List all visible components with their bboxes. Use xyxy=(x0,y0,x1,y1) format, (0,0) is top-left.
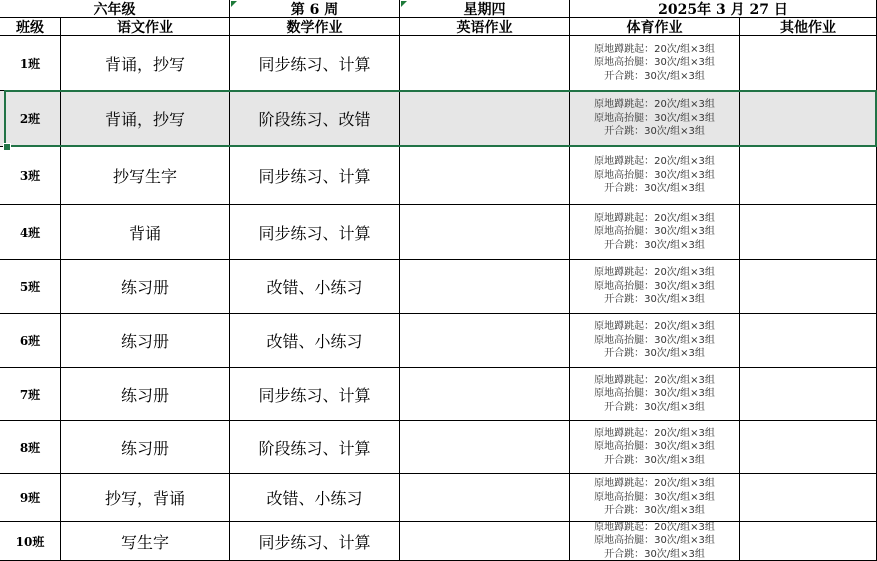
pe-homework-line: 原地高抬腿：30次/组×3组 xyxy=(594,334,715,346)
class-cell[interactable] xyxy=(0,314,61,368)
chinese-homework-cell[interactable] xyxy=(61,260,230,314)
pe-homework-line: 原地蹲跳起：20次/组×3组 xyxy=(594,321,715,333)
class-label: 3班 xyxy=(19,169,41,183)
math-homework-cell[interactable] xyxy=(230,368,400,421)
pe-homework-cell[interactable] xyxy=(570,421,740,474)
column-header-label: 其他作业 xyxy=(780,19,836,36)
other-homework-cell[interactable] xyxy=(740,522,877,561)
math-homework: 改错、小练习 xyxy=(266,332,363,351)
english-homework-cell[interactable] xyxy=(400,260,570,314)
math-homework-cell[interactable] xyxy=(230,421,400,474)
pe-homework-line: 原地蹲跳起：20次/组×3组 xyxy=(594,99,715,111)
column-header-english[interactable] xyxy=(400,18,570,36)
class-label: 9班 xyxy=(19,491,41,505)
pe-homework-line: 原地高抬腿：30次/组×3组 xyxy=(594,57,715,69)
pe-homework-line: 原地高抬腿：30次/组×3组 xyxy=(594,112,715,124)
math-homework-cell[interactable] xyxy=(230,147,400,205)
class-label: 5班 xyxy=(19,280,41,294)
column-header-label: 体育作业 xyxy=(626,19,683,36)
pe-homework-cell[interactable] xyxy=(570,314,740,368)
class-cell[interactable] xyxy=(0,91,61,147)
class-label: 2班 xyxy=(19,112,41,126)
class-cell[interactable] xyxy=(0,205,61,260)
pe-homework-line: 开合跳：30次/组×3组 xyxy=(604,348,705,360)
english-homework-cell[interactable] xyxy=(400,147,570,205)
pe-homework-cell[interactable] xyxy=(570,368,740,421)
column-header-label: 语文作业 xyxy=(117,19,173,36)
pe-homework-line: 开合跳：30次/组×3组 xyxy=(604,454,705,466)
other-homework-cell[interactable] xyxy=(740,421,877,474)
pe-homework-line: 原地蹲跳起：20次/组×3组 xyxy=(594,478,715,490)
chinese-homework-cell[interactable] xyxy=(61,147,230,205)
column-header-other[interactable] xyxy=(740,18,877,36)
pe-homework-cell[interactable] xyxy=(570,474,740,522)
pe-homework-line: 原地蹲跳起：20次/组×3组 xyxy=(594,427,715,439)
header-weekday: 星期四 xyxy=(463,1,506,18)
header-grade-cell[interactable] xyxy=(0,0,230,18)
class-cell[interactable] xyxy=(0,147,61,205)
chinese-homework: 写生字 xyxy=(120,532,169,552)
pe-homework-line: 开合跳：30次/组×3组 xyxy=(604,126,705,138)
pe-homework-line: 原地蹲跳起：20次/组×3组 xyxy=(594,522,715,533)
pe-homework-line: 原地蹲跳起：20次/组×3组 xyxy=(594,374,715,386)
pe-homework-line: 开合跳：30次/组×3组 xyxy=(604,294,705,306)
class-label: 6班 xyxy=(19,334,41,348)
english-homework-cell[interactable] xyxy=(400,522,570,561)
column-header-pe[interactable] xyxy=(570,18,740,36)
pe-homework-cell[interactable] xyxy=(570,147,740,205)
chinese-homework: 练习册 xyxy=(120,438,169,458)
math-homework: 阶段练习、计算 xyxy=(258,438,371,458)
chinese-homework: 抄写生字 xyxy=(112,167,177,186)
pe-homework-line: 原地高抬腿：30次/组×3组 xyxy=(594,226,715,238)
math-homework-cell[interactable] xyxy=(230,314,400,368)
other-homework-cell[interactable] xyxy=(740,314,877,368)
english-homework-cell[interactable] xyxy=(400,314,570,368)
chinese-homework: 练习册 xyxy=(120,278,169,297)
chinese-homework-cell[interactable] xyxy=(61,314,230,368)
chinese-homework-cell[interactable] xyxy=(61,522,230,561)
chinese-homework: 背诵，抄写 xyxy=(104,110,185,129)
math-homework-cell[interactable] xyxy=(230,205,400,260)
column-header-math[interactable] xyxy=(230,18,400,36)
chinese-homework-cell[interactable] xyxy=(61,421,230,474)
pe-homework-cell[interactable] xyxy=(570,91,740,147)
column-header-label: 班级 xyxy=(16,19,44,36)
english-homework-cell[interactable] xyxy=(400,36,570,91)
header-week: 第 6 周 xyxy=(290,1,339,18)
math-homework: 同步练习、计算 xyxy=(258,532,371,552)
pe-homework-line: 原地高抬腿：30次/组×3组 xyxy=(594,280,715,292)
pe-homework-line: 原地高抬腿：30次/组×3组 xyxy=(594,491,715,503)
pe-homework-line: 原地高抬腿：30次/组×3组 xyxy=(594,169,715,181)
english-homework-cell[interactable] xyxy=(400,368,570,421)
other-homework-cell[interactable] xyxy=(740,91,877,147)
pe-homework-line: 原地蹲跳起：20次/组×3组 xyxy=(594,267,715,279)
pe-homework-line: 开合跳：30次/组×3组 xyxy=(604,183,705,195)
chinese-homework: 练习册 xyxy=(120,332,169,351)
math-homework: 改错、小练习 xyxy=(266,278,363,297)
pe-homework-line: 开合跳：30次/组×3组 xyxy=(604,505,705,517)
math-homework: 同步练习、计算 xyxy=(258,54,371,74)
class-cell[interactable] xyxy=(0,36,61,91)
math-homework: 同步练习、计算 xyxy=(258,167,371,186)
math-homework-cell[interactable] xyxy=(230,474,400,522)
column-header-label: 英语作业 xyxy=(456,19,513,36)
math-homework-cell[interactable] xyxy=(230,36,400,91)
header-week-cell[interactable] xyxy=(230,0,400,18)
class-cell[interactable] xyxy=(0,260,61,314)
pe-homework-cell[interactable] xyxy=(570,522,740,561)
cell-comment-indicator xyxy=(401,1,407,7)
class-label: 7班 xyxy=(19,387,41,402)
pe-homework-line: 原地蹲跳起：20次/组×3组 xyxy=(594,156,715,168)
pe-homework-cell[interactable] xyxy=(570,36,740,91)
pe-homework-cell[interactable] xyxy=(570,260,740,314)
english-homework-cell[interactable] xyxy=(400,474,570,522)
class-cell[interactable] xyxy=(0,474,61,522)
class-label: 1班 xyxy=(19,56,41,71)
other-homework-cell[interactable] xyxy=(740,368,877,421)
pe-homework-cell[interactable] xyxy=(570,205,740,260)
pe-homework-line: 原地蹲跳起：20次/组×3组 xyxy=(594,43,715,55)
pe-homework-line: 原地高抬腿：30次/组×3组 xyxy=(594,535,715,547)
other-homework-cell[interactable] xyxy=(740,474,877,522)
english-homework-cell[interactable] xyxy=(400,205,570,260)
fill-handle[interactable] xyxy=(3,143,11,151)
chinese-homework-cell[interactable] xyxy=(61,36,230,91)
english-homework-cell[interactable] xyxy=(400,421,570,474)
other-homework-cell[interactable] xyxy=(740,147,877,205)
pe-homework-line: 开合跳：30次/组×3组 xyxy=(604,548,705,560)
pe-homework-line: 原地蹲跳起：20次/组×3组 xyxy=(594,212,715,224)
class-cell[interactable] xyxy=(0,368,61,421)
other-homework-cell[interactable] xyxy=(740,260,877,314)
header-date-cell[interactable] xyxy=(570,0,877,18)
class-label: 4班 xyxy=(19,225,41,240)
chinese-homework-cell[interactable] xyxy=(61,205,230,260)
class-label: 10班 xyxy=(15,534,45,549)
chinese-homework-cell[interactable] xyxy=(61,368,230,421)
math-homework: 改错、小练习 xyxy=(266,489,363,508)
class-cell[interactable] xyxy=(0,522,61,561)
math-homework: 同步练习、计算 xyxy=(258,223,371,243)
english-homework-cell[interactable] xyxy=(400,91,570,147)
chinese-homework: 练习册 xyxy=(120,385,169,405)
class-cell[interactable] xyxy=(0,421,61,474)
chinese-homework: 抄写，背诵 xyxy=(104,489,185,508)
header-date: 2025年 3 月 27 日 xyxy=(658,1,788,18)
cell-comment-indicator xyxy=(231,1,237,7)
header-grade: 六年级 xyxy=(93,1,136,18)
math-homework-cell[interactable] xyxy=(230,91,400,147)
column-header-label: 数学作业 xyxy=(286,19,343,36)
chinese-homework-cell[interactable] xyxy=(61,474,230,522)
chinese-homework-cell[interactable] xyxy=(61,91,230,147)
pe-homework-line: 开合跳：30次/组×3组 xyxy=(604,239,705,251)
pe-homework-line: 原地高抬腿：30次/组×3组 xyxy=(594,388,715,400)
chinese-homework: 背诵，抄写 xyxy=(104,54,185,74)
pe-homework-line: 开合跳：30次/组×3组 xyxy=(604,401,705,413)
class-label: 8班 xyxy=(19,440,41,455)
math-homework-cell[interactable] xyxy=(230,522,400,561)
math-homework: 阶段练习、改错 xyxy=(258,110,371,129)
math-homework: 同步练习、计算 xyxy=(258,385,371,405)
column-header-class[interactable] xyxy=(0,18,61,36)
column-header-chinese[interactable] xyxy=(61,18,230,36)
header-weekday-cell[interactable] xyxy=(400,0,570,18)
chinese-homework: 背诵 xyxy=(128,223,161,243)
math-homework-cell[interactable] xyxy=(230,260,400,314)
other-homework-cell[interactable] xyxy=(740,205,877,260)
pe-homework-line: 开合跳：30次/组×3组 xyxy=(604,70,705,82)
other-homework-cell[interactable] xyxy=(740,36,877,91)
pe-homework-line: 原地高抬腿：30次/组×3组 xyxy=(594,441,715,453)
